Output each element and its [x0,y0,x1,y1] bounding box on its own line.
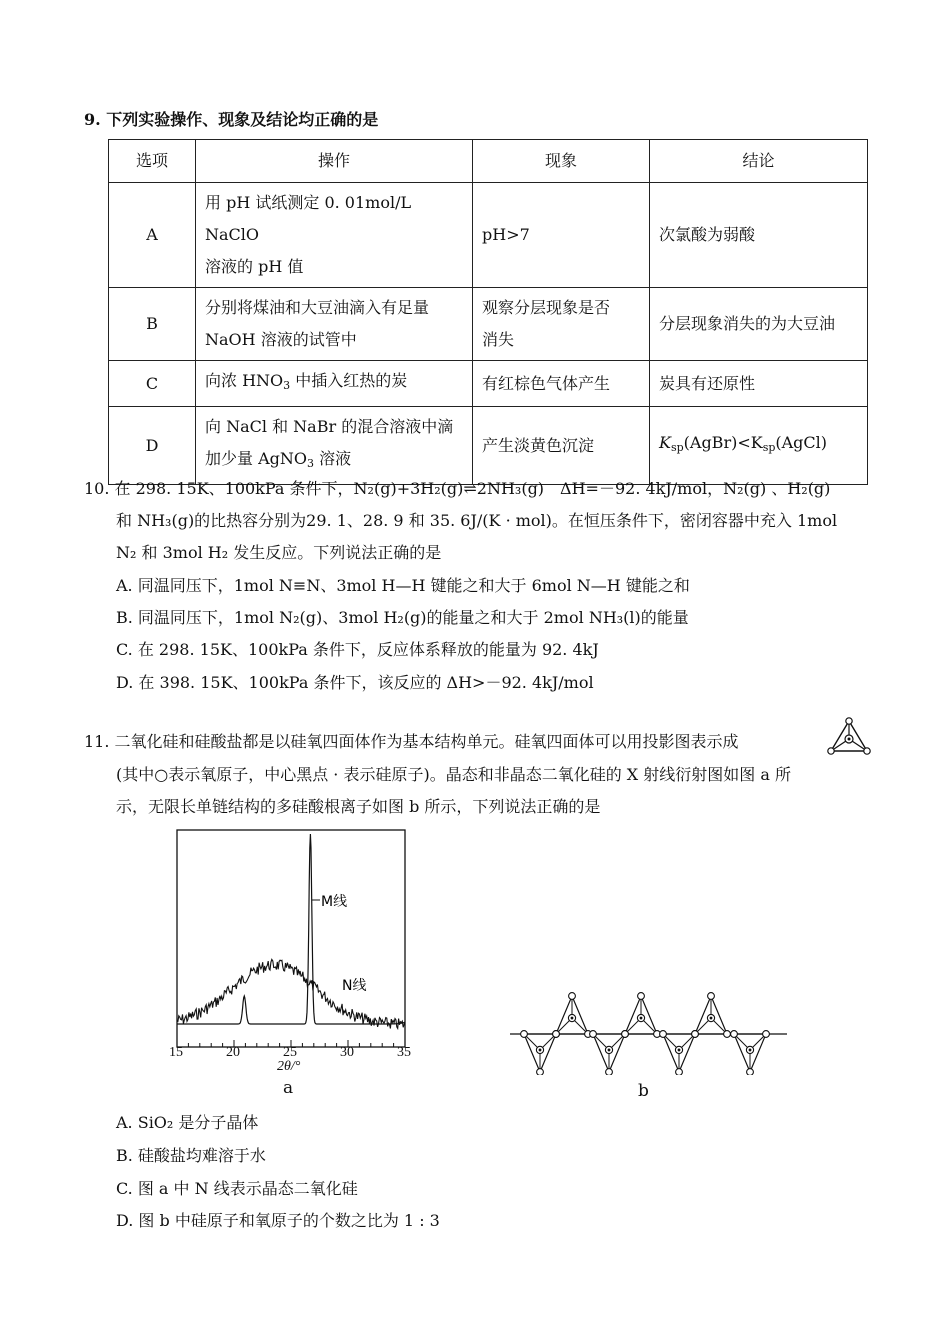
silicate-tetrahedron [553,993,592,1038]
q10-option-d: D. 在 398. 15K、100kPa 条件下，该反应的 ΔH>－92. 4kJ/mol [116,673,594,692]
q9-stem: 9. 下列实验操作、现象及结论均正确的是 [84,110,379,129]
m-line-label: M线 [321,894,348,910]
x-tick-label: 35 [397,1045,411,1060]
row-b-conclusion: 分层现象消失的为大豆油 [650,288,868,361]
x-tick-label: 25 [283,1045,297,1060]
silicate-tetrahedron [590,1031,629,1075]
x-tick-label: 30 [340,1045,354,1060]
silicate-tetrahedra [521,993,770,1075]
silicate-chain-diagram [505,990,795,1075]
row-d-operation: 向 NaCl 和 NaBr 的混合溶液中滴 加少量 AgNO$_3$ 溶液 [196,407,473,485]
q10-line2: 和 NH₃(g)的比热容分别为29. 1、28. 9 和 35. 6J/(K · mol)。在恒压条件下，密闭容器中充入 1mol [116,511,838,530]
q10-option-c: C. 在 298. 15K、100kPa 条件下，反应体系释放的能量为 92. 4kJ [116,640,599,659]
q11-option-b: B. 硅酸盐均难溶于水 [116,1146,266,1165]
table-row [109,361,868,407]
n-line-label: N线 [342,978,367,994]
experiment-table [108,139,868,485]
q10-line3: N₂ 和 3mol H₂ 发生反应。下列说法正确的是 [116,543,442,562]
row-c-conclusion: 炭具有还原性 [650,361,868,407]
silicate-tetrahedron [521,1031,560,1075]
table-row [109,407,868,485]
m-line-series [177,834,404,1024]
row-b-operation: 分别将煤油和大豆油滴入有足量 NaOH 溶液的试管中 [196,288,473,361]
silicate-tetrahedron [622,993,661,1038]
q11-line3: 示，无限长单链结构的多硅酸根离子如图 b 所示，下列说法正确的是 [116,797,601,816]
row-a-conclusion: 次氯酸为弱酸 [650,183,868,288]
header-operation: 操作 [196,140,473,183]
q11-line2: (其中○表示氧原子，中心黑点 · 表示硅原子)。晶态和非晶态二氧化硅的 X 射线衍射图如图 a 所 [116,765,791,784]
silicate-tetrahedron [660,1031,699,1075]
xrd-chart [160,820,430,1080]
row-c-phenomenon: 有红棕色气体产生 [473,361,650,407]
table-header-row [109,140,868,183]
q10-option-b: B. 同温同压下，1mol N₂(g)、3mol H₂(g)的能量之和大于 2mol NH₃(l)的能量 [116,608,689,627]
silicate-tetrahedron [731,1031,770,1075]
row-c-operation: 向浓 $HNO_3$ 中插入红热的炭 [196,361,473,407]
x-tick-label: 20 [226,1045,240,1060]
figure-a-label: a [283,1078,294,1098]
row-d-option: D [109,407,196,485]
q10-option-a: A. 同温同压下，1mol N≡N、3mol H—H 键能之和大于 6mol N—H 键能之和 [116,576,690,595]
q11-option-c: C. 图 a 中 N 线表示晶态二氧化硅 [116,1179,358,1198]
row-a-option: A [109,183,196,288]
chart-frame [177,830,405,1047]
row-b-phenomenon: 观察分层现象是否 消失 [473,288,650,361]
row-c-option: C [109,361,196,407]
x-tick-label: 15 [169,1045,183,1060]
header-conclusion: 结论 [650,140,868,183]
silicon-oxygen-tetrahedron-icon [826,716,872,756]
row-a-operation: 用 pH 试纸测定 0. 01mol/L NaClO 溶液的 pH 值 [196,183,473,288]
header-option: 选项 [109,140,196,183]
n-line-series [177,959,405,1028]
row-d-conclusion: $K_{sp}(AgBr)<K_{sp}(AgCl)$ [650,407,868,485]
row-b-option: B [109,288,196,361]
q11-option-a: A. SiO₂ 是分子晶体 [116,1113,259,1132]
table-row [109,183,868,288]
q11-line1: 11. 二氧化硅和硅酸盐都是以硅氧四面体作为基本结构单元。硅氧四面体可以用投影图表示成 [84,732,739,751]
q10-line1: 10. 在 298. 15K、100kPa 条件下，N₂(g)+3H₂(g)⇌2NH₃(g) ΔH=－92. 4kJ/mol，N₂(g) 、H₂(g) [84,479,831,498]
table-row [109,288,868,361]
row-a-phenomenon: pH>7 [473,183,650,288]
figure-b-label: b [638,1081,649,1101]
header-phenomenon: 现象 [473,140,650,183]
row-d-phenomenon: 产生淡黄色沉淀 [473,407,650,485]
silicate-tetrahedron [692,993,731,1038]
x-axis-label: 2θ/° [277,1059,301,1074]
q11-option-d: D. 图 b 中硅原子和氧原子的个数之比为 1 : 3 [116,1211,440,1230]
